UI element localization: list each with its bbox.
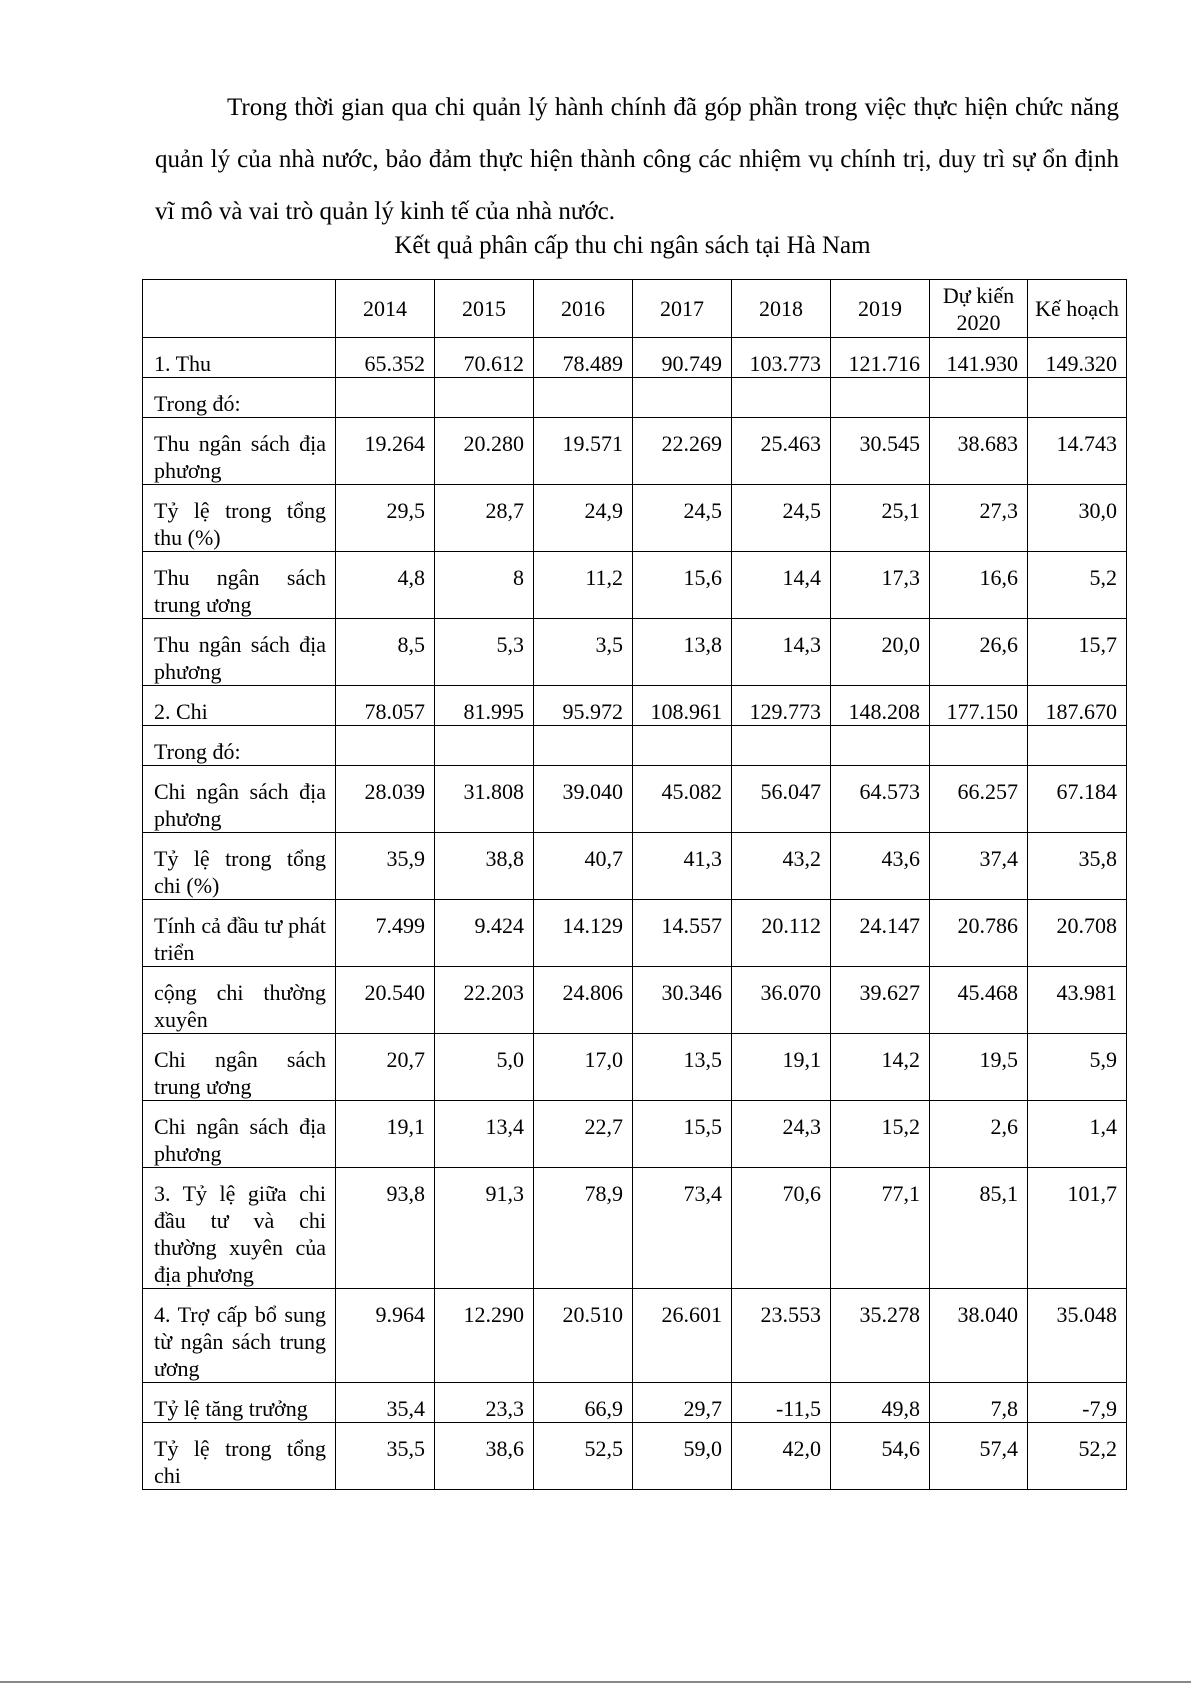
value-cell: 78.057	[336, 686, 435, 726]
table-row	[143, 1289, 1127, 1383]
header-cell: Dự kiến 2020	[930, 280, 1028, 338]
value-cell: 24.147	[831, 900, 930, 967]
value-cell: 20,0	[831, 619, 930, 686]
value-cell: 16,6	[930, 552, 1028, 619]
header-cell: 2018	[732, 280, 831, 338]
value-cell	[534, 726, 633, 766]
value-cell: 78.489	[534, 338, 633, 378]
value-cell: 177.150	[930, 686, 1028, 726]
value-cell: 7,8	[930, 1383, 1028, 1423]
value-cell: 20,7	[336, 1034, 435, 1101]
value-cell: 20.280	[435, 418, 534, 485]
value-cell: 41,3	[633, 833, 732, 900]
value-cell: 14.557	[633, 900, 732, 967]
row-label: Tỷ lệ tăng trưởng	[143, 1383, 336, 1423]
value-cell: 37,4	[930, 833, 1028, 900]
value-cell: 35,5	[336, 1423, 435, 1490]
table-row	[143, 1168, 1127, 1289]
row-label: Chi ngân sách địa phương	[143, 1101, 336, 1168]
row-label: Thu ngân sách địa phương	[143, 418, 336, 485]
header-cell: 2017	[633, 280, 732, 338]
intro-paragraph: Trong thời gian qua chi quản lý hành chính đã góp phần trong việc thực hiện chức năng quản lý của nhà nước, bảo đảm thực hiện thành công các nhiệm vụ chính trị, duy trì sự ổn định vĩ mô và vai trò quản lý kinh tế của nhà nước.	[155, 94, 1119, 225]
value-cell: 26,6	[930, 619, 1028, 686]
row-label: Thu ngân sách trung ương	[143, 552, 336, 619]
value-cell: 19,5	[930, 1034, 1028, 1101]
row-label: Thu ngân sách địa phương	[143, 619, 336, 686]
value-cell: 24.806	[534, 967, 633, 1034]
value-cell	[930, 378, 1028, 418]
table-row	[143, 766, 1127, 833]
value-cell: 95.972	[534, 686, 633, 726]
value-cell: 12.290	[435, 1289, 534, 1383]
value-cell: -7,9	[1028, 1383, 1127, 1423]
value-cell: 14.129	[534, 900, 633, 967]
value-cell: 67.184	[1028, 766, 1127, 833]
header-cell: Kế hoạch	[1028, 280, 1127, 338]
value-cell: 20.786	[930, 900, 1028, 967]
value-cell: 35.048	[1028, 1289, 1127, 1383]
value-cell: 19,1	[336, 1101, 435, 1168]
value-cell: 85,1	[930, 1168, 1028, 1289]
value-cell: 15,7	[1028, 619, 1127, 686]
table-row	[143, 967, 1127, 1034]
row-label: Chi ngân sách trung ương	[143, 1034, 336, 1101]
value-cell	[336, 378, 435, 418]
value-cell: 35,4	[336, 1383, 435, 1423]
value-cell: 36.070	[732, 967, 831, 1034]
value-cell	[732, 726, 831, 766]
value-cell: 2,6	[930, 1101, 1028, 1168]
table-row	[143, 726, 1127, 766]
value-cell: 24,5	[732, 485, 831, 552]
value-cell: 24,9	[534, 485, 633, 552]
row-label: Trong đó:	[143, 726, 336, 766]
value-cell: 19.264	[336, 418, 435, 485]
header-blank-cell	[143, 280, 336, 338]
value-cell: 65.352	[336, 338, 435, 378]
row-label: 1. Thu	[143, 338, 336, 378]
value-cell: 52,2	[1028, 1423, 1127, 1490]
value-cell: 38.683	[930, 418, 1028, 485]
value-cell: 24,3	[732, 1101, 831, 1168]
value-cell: 35.278	[831, 1289, 930, 1383]
table-row	[143, 833, 1127, 900]
row-label: Tỷ lệ trong tổng thu (%)	[143, 485, 336, 552]
value-cell: 187.670	[1028, 686, 1127, 726]
value-cell: 91,3	[435, 1168, 534, 1289]
value-cell: 9.424	[435, 900, 534, 967]
value-cell: 25,1	[831, 485, 930, 552]
value-cell: 35,9	[336, 833, 435, 900]
table-row	[143, 378, 1127, 418]
value-cell: 43,6	[831, 833, 930, 900]
value-cell: 14,4	[732, 552, 831, 619]
value-cell: 149.320	[1028, 338, 1127, 378]
value-cell: 26.601	[633, 1289, 732, 1383]
table-body	[143, 338, 1127, 1490]
value-cell: 70,6	[732, 1168, 831, 1289]
value-cell: 38,6	[435, 1423, 534, 1490]
value-cell: 45.082	[633, 766, 732, 833]
value-cell: 93,8	[336, 1168, 435, 1289]
table-row	[143, 485, 1127, 552]
value-cell: 129.773	[732, 686, 831, 726]
header-cell: 2014	[336, 280, 435, 338]
value-cell: 15,2	[831, 1101, 930, 1168]
value-cell: 81.995	[435, 686, 534, 726]
value-cell: 22.269	[633, 418, 732, 485]
value-cell: 19,1	[732, 1034, 831, 1101]
value-cell	[732, 378, 831, 418]
value-cell	[831, 378, 930, 418]
value-cell: 54,6	[831, 1423, 930, 1490]
value-cell: 43.981	[1028, 967, 1127, 1034]
value-cell: 20.510	[534, 1289, 633, 1383]
row-label: 4. Trợ cấp bổ sung từ ngân sách trung ương	[143, 1289, 336, 1383]
value-cell: 70.612	[435, 338, 534, 378]
value-cell: 17,3	[831, 552, 930, 619]
value-cell: 5,9	[1028, 1034, 1127, 1101]
value-cell: 35,8	[1028, 833, 1127, 900]
row-label: Chi ngân sách địa phương	[143, 766, 336, 833]
value-cell: 57,4	[930, 1423, 1028, 1490]
table-row	[143, 619, 1127, 686]
value-cell: 14,2	[831, 1034, 930, 1101]
value-cell: 23,3	[435, 1383, 534, 1423]
value-cell: 13,5	[633, 1034, 732, 1101]
value-cell	[1028, 378, 1127, 418]
value-cell: 66,9	[534, 1383, 633, 1423]
value-cell: 25.463	[732, 418, 831, 485]
value-cell: 148.208	[831, 686, 930, 726]
value-cell: 3,5	[534, 619, 633, 686]
value-cell: 39.040	[534, 766, 633, 833]
table-row	[143, 1423, 1127, 1490]
value-cell: 5,3	[435, 619, 534, 686]
value-cell: 29,5	[336, 485, 435, 552]
value-cell: 22,7	[534, 1101, 633, 1168]
value-cell: 30.545	[831, 418, 930, 485]
value-cell: 9.964	[336, 1289, 435, 1383]
value-cell	[831, 726, 930, 766]
value-cell: 40,7	[534, 833, 633, 900]
value-cell: 78,9	[534, 1168, 633, 1289]
value-cell: 45.468	[930, 967, 1028, 1034]
budget-table	[142, 279, 1127, 1490]
value-cell: 11,2	[534, 552, 633, 619]
value-cell: 15,5	[633, 1101, 732, 1168]
value-cell: 49,8	[831, 1383, 930, 1423]
value-cell: 5,0	[435, 1034, 534, 1101]
row-label: Tỷ lệ trong tổng chi (%)	[143, 833, 336, 900]
value-cell	[534, 378, 633, 418]
value-cell: 73,4	[633, 1168, 732, 1289]
value-cell: 19.571	[534, 418, 633, 485]
value-cell: 30.346	[633, 967, 732, 1034]
value-cell: 14.743	[1028, 418, 1127, 485]
value-cell: 101,7	[1028, 1168, 1127, 1289]
value-cell: 27,3	[930, 485, 1028, 552]
value-cell: 7.499	[336, 900, 435, 967]
value-cell: 59,0	[633, 1423, 732, 1490]
value-cell: 1,4	[1028, 1101, 1127, 1168]
value-cell: 24,5	[633, 485, 732, 552]
value-cell: 20.540	[336, 967, 435, 1034]
value-cell: 56.047	[732, 766, 831, 833]
value-cell: 22.203	[435, 967, 534, 1034]
row-label: Tỷ lệ trong tổng chi	[143, 1423, 336, 1490]
value-cell: 14,3	[732, 619, 831, 686]
header-cell: 2019	[831, 280, 930, 338]
value-cell: -11,5	[732, 1383, 831, 1423]
table-caption: Kết quả phân cấp thu chi ngân sách tại Hà Nam	[394, 232, 871, 259]
row-label: cộng chi thường xuyên	[143, 967, 336, 1034]
value-cell: 31.808	[435, 766, 534, 833]
value-cell: 20.708	[1028, 900, 1127, 967]
value-cell: 121.716	[831, 338, 930, 378]
value-cell	[435, 378, 534, 418]
value-cell: 20.112	[732, 900, 831, 967]
value-cell	[435, 726, 534, 766]
value-cell: 28,7	[435, 485, 534, 552]
header-cell: 2015	[435, 280, 534, 338]
value-cell	[633, 378, 732, 418]
value-cell: 64.573	[831, 766, 930, 833]
value-cell: 39.627	[831, 967, 930, 1034]
value-cell: 108.961	[633, 686, 732, 726]
table-row	[143, 1034, 1127, 1101]
row-label: 2. Chi	[143, 686, 336, 726]
value-cell: 8,5	[336, 619, 435, 686]
value-cell: 13,4	[435, 1101, 534, 1168]
table-row	[143, 900, 1127, 967]
value-cell: 28.039	[336, 766, 435, 833]
value-cell: 29,7	[633, 1383, 732, 1423]
value-cell: 103.773	[732, 338, 831, 378]
value-cell: 5,2	[1028, 552, 1127, 619]
row-label: Trong đó:	[143, 378, 336, 418]
table-row	[143, 1101, 1127, 1168]
value-cell: 141.930	[930, 338, 1028, 378]
value-cell: 15,6	[633, 552, 732, 619]
value-cell: 4,8	[336, 552, 435, 619]
row-label: Tính cả đầu tư phát triển	[143, 900, 336, 967]
row-label: 3. Tỷ lệ giữa chi đầu tư và chi thường xuyên của địa phương	[143, 1168, 336, 1289]
value-cell: 43,2	[732, 833, 831, 900]
table-row	[143, 418, 1127, 485]
value-cell: 17,0	[534, 1034, 633, 1101]
value-cell: 90.749	[633, 338, 732, 378]
value-cell: 23.553	[732, 1289, 831, 1383]
table-row	[143, 338, 1127, 378]
value-cell: 66.257	[930, 766, 1028, 833]
value-cell: 30,0	[1028, 485, 1127, 552]
table-row	[143, 552, 1127, 619]
table-row	[143, 686, 1127, 726]
page-bottom-rule	[0, 1681, 1191, 1683]
value-cell: 13,8	[633, 619, 732, 686]
header-cell: 2016	[534, 280, 633, 338]
header-row	[143, 280, 1127, 338]
value-cell	[930, 726, 1028, 766]
value-cell: 8	[435, 552, 534, 619]
value-cell: 38.040	[930, 1289, 1028, 1383]
value-cell: 38,8	[435, 833, 534, 900]
value-cell	[1028, 726, 1127, 766]
value-cell: 77,1	[831, 1168, 930, 1289]
value-cell: 52,5	[534, 1423, 633, 1490]
value-cell	[336, 726, 435, 766]
value-cell	[633, 726, 732, 766]
table-row	[143, 1383, 1127, 1423]
value-cell: 42,0	[732, 1423, 831, 1490]
